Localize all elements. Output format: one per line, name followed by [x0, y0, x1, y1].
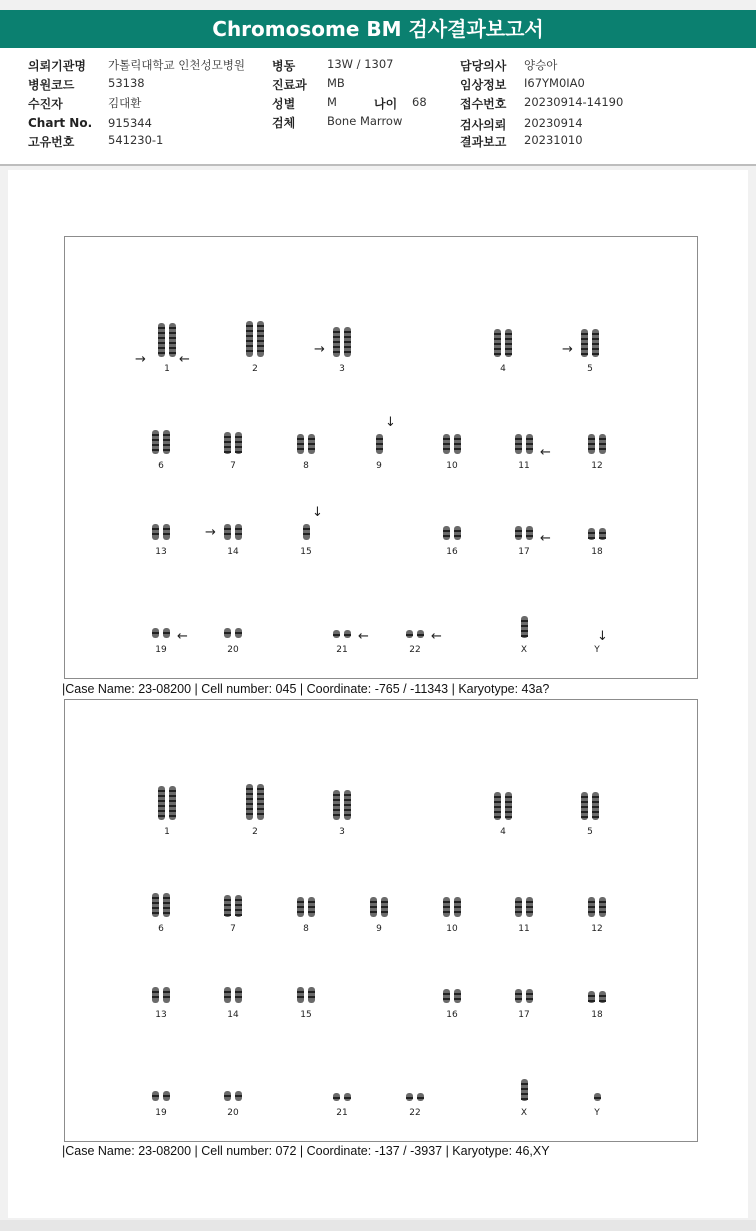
chromosome-pair-13 [152, 524, 170, 540]
abnormality-arrow-icon: → [135, 352, 146, 367]
chromosome-pair-9 [376, 434, 383, 454]
chromosome-label: 2 [252, 827, 258, 837]
chromosome-label: 12 [591, 924, 603, 934]
chromosome-pair-X [521, 616, 528, 638]
chromosome-pair-9 [370, 897, 388, 917]
chromosome-label: 7 [230, 924, 236, 934]
chromosome-label: 9 [376, 924, 382, 934]
dept-label: 진료과 [272, 78, 307, 92]
chromosome-pair-10 [443, 434, 461, 454]
chromosome-pair-8 [297, 434, 315, 454]
karyogram-2 [64, 699, 698, 1142]
institution-value: 가톨릭대학교 인천성모병원 [108, 58, 245, 72]
report-title: Chromosome BM 검사결과보고서 [0, 10, 756, 48]
chromosome-label: 8 [303, 461, 309, 471]
chromosome-pair-18 [588, 528, 606, 540]
chromosome-pair-17 [515, 989, 533, 1003]
chromosome-pair-20 [224, 628, 242, 638]
karyogram-1 [64, 236, 698, 679]
chromosome-label: 5 [587, 827, 593, 837]
chromosome-label: 14 [227, 1010, 239, 1020]
ward-value: 13W / 1307 [327, 57, 394, 71]
abnormality-arrow-icon: ← [540, 531, 551, 546]
chromosome-label: 5 [587, 364, 593, 374]
chromosome-pair-12 [588, 897, 606, 917]
chromosome-pair-2 [246, 784, 264, 820]
chromosome-pair-4 [494, 792, 512, 820]
karyogram-2-image [65, 700, 697, 1141]
chromosome-label: 9 [376, 461, 382, 471]
chromosome-pair-15 [297, 987, 315, 1003]
chromosome-pair-5 [581, 792, 599, 820]
specimen-value: Bone Marrow [327, 114, 403, 128]
chromosome-label: 1 [164, 827, 170, 837]
abnormality-arrow-icon: ← [358, 629, 369, 644]
chromosome-label: Y [594, 645, 600, 655]
karyogram-1-image [65, 237, 697, 678]
chromosome-label: 18 [591, 1010, 603, 1020]
chart-no-value: 915344 [108, 116, 152, 130]
chromosome-pair-6 [152, 430, 170, 454]
sex-value: M [327, 95, 337, 109]
result-label: 결과보고 [460, 135, 507, 149]
chromosome-pair-7 [224, 895, 242, 917]
chromosome-label: 1 [164, 364, 170, 374]
chromosome-label: X [520, 1108, 528, 1118]
chromosome-pair-18 [588, 991, 606, 1003]
chromosome-label: 15 [300, 547, 312, 557]
chromosome-label: 10 [446, 924, 458, 934]
chromosome-pair-21 [333, 630, 351, 638]
chromosome-label: 14 [227, 547, 239, 557]
specimen-label: 검체 [272, 116, 296, 130]
chromosome-label: 17 [518, 547, 530, 557]
chromosome-label: 13 [155, 1010, 167, 1020]
chromosome-pair-16 [443, 526, 461, 540]
chromosome-pair-12 [588, 434, 606, 454]
abnormality-arrow-icon: → [314, 342, 325, 357]
abnormality-arrow-icon: ← [177, 629, 188, 644]
abnormality-arrow-icon: ↓ [597, 629, 608, 644]
chart-no-label: Chart No. [28, 116, 93, 130]
abnormality-arrow-icon: ↓ [385, 415, 396, 430]
chromosome-label: 15 [300, 1010, 312, 1020]
age-value: 68 [412, 95, 427, 109]
chromosome-pair-19 [152, 628, 170, 638]
chromosome-label: 3 [339, 364, 345, 374]
abnormality-arrow-icon: ← [179, 352, 190, 367]
chromosome-pair-7 [224, 432, 242, 454]
chromosome-pair-22 [406, 1093, 424, 1101]
chromosome-pair-14 [224, 524, 242, 540]
chromosome-label: 22 [409, 645, 421, 655]
sex-label: 성별 [272, 97, 296, 111]
chromosome-label: 22 [409, 1108, 421, 1118]
chromosome-label: 16 [446, 1010, 458, 1020]
chromosome-pair-10 [443, 897, 461, 917]
chromosome-pair-6 [152, 893, 170, 917]
abnormality-arrow-icon: ↓ [312, 505, 323, 520]
chromosome-label: X [520, 645, 528, 655]
abnormality-arrow-icon: ← [540, 445, 551, 460]
institution-label: 의뢰기관명 [28, 59, 86, 73]
chromosome-label: 6 [158, 461, 164, 471]
chromosome-pair-16 [443, 989, 461, 1003]
doctor-label: 담당의사 [460, 59, 507, 73]
chromosome-label: Y [594, 1108, 600, 1118]
chromosome-label: 10 [446, 461, 458, 471]
chromosome-label: 7 [230, 461, 236, 471]
chromosome-label: 11 [518, 924, 530, 934]
chromosome-label: 21 [336, 1108, 348, 1118]
abnormality-arrow-icon: → [562, 342, 573, 357]
chromosome-label: 20 [227, 1108, 239, 1118]
chromosome-pair-11 [515, 434, 533, 454]
chromosome-pair-X [521, 1079, 528, 1101]
receipt-label: 접수번호 [460, 97, 507, 111]
dept-value: MB [327, 76, 345, 90]
abnormality-arrow-icon: → [205, 525, 216, 540]
chromosome-pair-1 [158, 786, 176, 820]
chromosome-label: 4 [500, 827, 506, 837]
chromosome-label: 21 [336, 645, 348, 655]
chromosome-label: 2 [252, 364, 258, 374]
chromosome-label: 12 [591, 461, 603, 471]
patient-label: 수진자 [28, 97, 63, 111]
receipt-value: 20230914-14190 [524, 95, 624, 109]
request-date-value: 20230914 [524, 116, 583, 130]
chromosome-label: 17 [518, 1010, 530, 1020]
chromosome-pair-22 [406, 630, 424, 638]
chromosome-pair-5 [581, 329, 599, 357]
chromosome-label: 16 [446, 547, 458, 557]
chromosome-label: 19 [155, 645, 167, 655]
clinical-value: I67YM0IA0 [524, 76, 585, 90]
patient-info-header [0, 48, 756, 166]
request-label: 검사의뢰 [460, 118, 507, 132]
karyogram-2-caption: |Case Name: 23-08200 | Cell number: 072 | Coordinate: -137 / -3937 | Karyotype: 46,XY [62, 1144, 550, 1158]
chromosome-pair-4 [494, 329, 512, 357]
chromosome-pair-11 [515, 897, 533, 917]
hospital-code-label: 병원코드 [28, 78, 75, 92]
chromosome-pair-15 [303, 524, 310, 540]
chromosome-pair-14 [224, 987, 242, 1003]
chromosome-label: 11 [518, 461, 530, 471]
abnormality-arrow-icon: ← [431, 629, 442, 644]
chromosome-pair-17 [515, 526, 533, 540]
clinical-label: 임상정보 [460, 78, 507, 92]
chromosome-label: 6 [158, 924, 164, 934]
page-bottom-bar [0, 1220, 756, 1231]
chromosome-label: 4 [500, 364, 506, 374]
patient-name-value: 김대환 [108, 96, 142, 110]
chromosome-pair-3 [333, 327, 351, 357]
unique-no-label: 고유번호 [28, 135, 75, 149]
chromosome-label: 20 [227, 645, 239, 655]
hospital-code-value: 53138 [108, 76, 145, 90]
chromosome-label: 19 [155, 1108, 167, 1118]
chromosome-label: 3 [339, 827, 345, 837]
chromosome-label: 8 [303, 924, 309, 934]
doctor-value: 양승아 [524, 58, 558, 72]
ward-label: 병동 [272, 59, 296, 73]
chromosome-label: 13 [155, 547, 167, 557]
chromosome-pair-3 [333, 790, 351, 820]
chromosome-pair-2 [246, 321, 264, 357]
result-date-value: 20231010 [524, 133, 583, 147]
chromosome-pair-8 [297, 897, 315, 917]
chromosome-pair-13 [152, 987, 170, 1003]
chromosome-pair-20 [224, 1091, 242, 1101]
karyogram-1-caption: |Case Name: 23-08200 | Cell number: 045 | Coordinate: -765 / -11343 | Karyotype: 43a? [62, 682, 550, 696]
unique-no-value: 541230-1 [108, 133, 164, 147]
chromosome-pair-Y [594, 1093, 601, 1101]
chromosome-pair-1 [158, 323, 176, 357]
chromosome-label: 18 [591, 547, 603, 557]
age-label: 나이 [374, 97, 398, 111]
chromosome-pair-21 [333, 1093, 351, 1101]
chromosome-pair-19 [152, 1091, 170, 1101]
